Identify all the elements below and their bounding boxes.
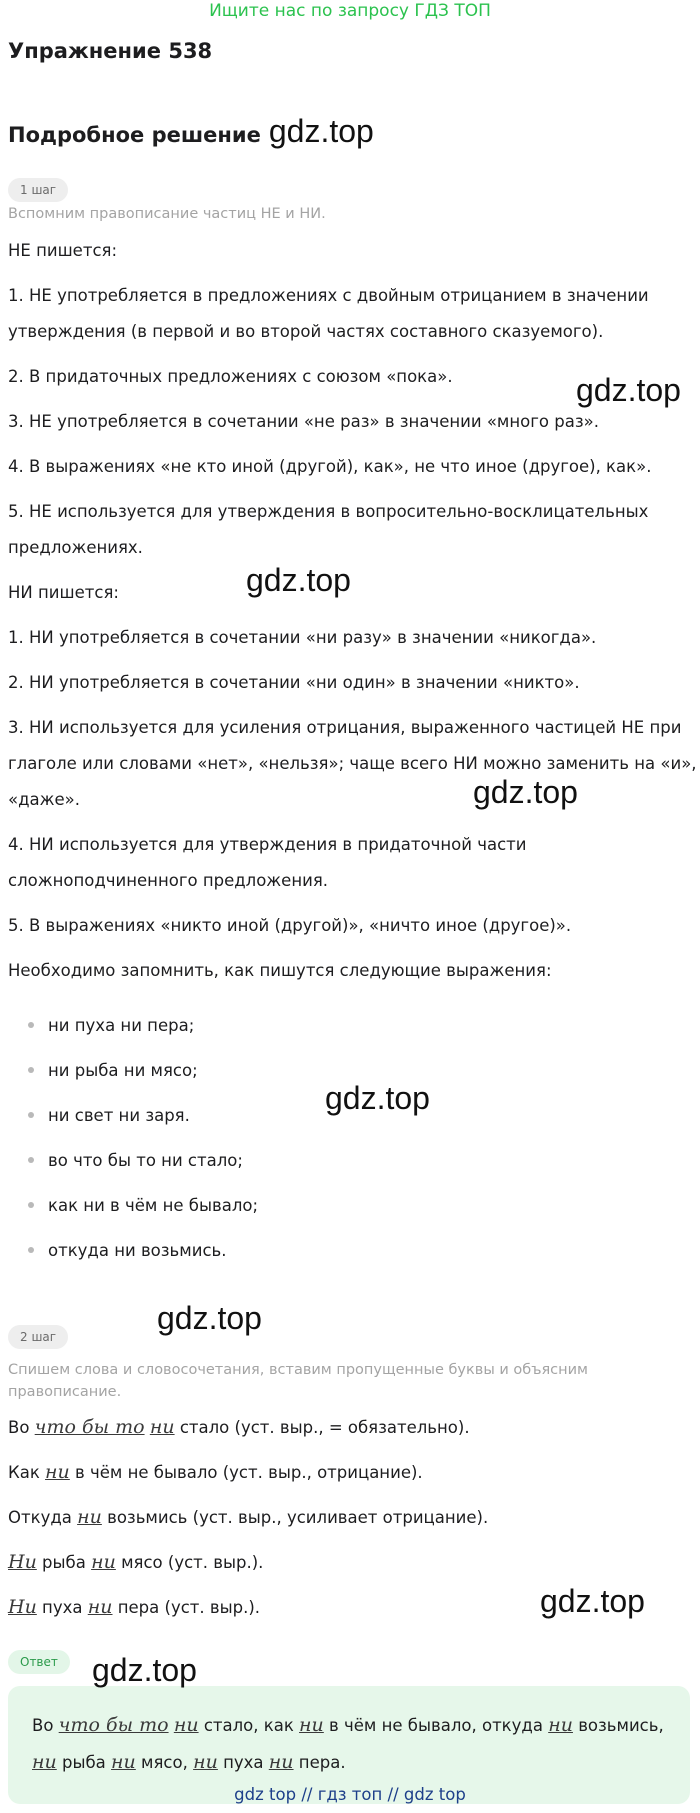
bullet-icon [28,1112,34,1118]
ni-rule-5: 5. В выражениях «никто иной (другой)», «ничто иное (другое)». [8,916,572,935]
watermark: gdz.top [325,1080,430,1116]
footer-link[interactable]: gdz top [403,1785,466,1804]
handwritten-word: ни [149,1416,175,1438]
answer-badge: Ответ [8,1650,70,1674]
footer-links [0,1783,700,1807]
handwritten-word: ни [32,1751,57,1773]
bullet-icon [28,1022,34,1028]
watermark: gdz.top [246,562,351,598]
list-item [28,1233,227,1269]
list-item [28,1143,243,1179]
handwritten-word: Ни [8,1551,37,1573]
step-2-line-5: Ни пуха ни пера (уст. выр.). [8,1596,261,1618]
ne-rule-4: 4. В выражениях «не кто иной (другой), как», не что иное (другое), как». [8,457,652,476]
step-2-note-line-2: правописание. [8,1384,122,1400]
ni-rule-3-line-3: «даже». [8,790,80,809]
handwritten-word: ни [548,1714,573,1736]
handwritten-word: ни [77,1506,102,1528]
handwritten-word: ни [87,1596,113,1618]
list-item-text: во что бы то ни стало; [48,1151,243,1170]
bullet-icon [28,1202,34,1208]
footer-separator: // [387,1785,399,1804]
watermark-inline: gdz.top [268,113,374,149]
ni-rule-2: 2. НИ употребляется в сочетании «ни один» в значении «никто». [8,673,580,692]
handwritten-word: что бы то [58,1714,169,1736]
list-item [28,1188,258,1224]
step-2-line-3: Откуда ни возьмись (уст. выр., усиливает отрицание). [8,1506,489,1528]
ne-rule-5-line-1: 5. НЕ используется для утверждения в вопросительно-восклицательных [8,502,649,521]
handwritten-word: ни [45,1461,70,1483]
ni-rule-3-line-1: 3. НИ используется для усиления отрицания, выраженного частицей НЕ при [8,718,682,737]
exercise-title: Упражнение 538 [8,39,213,63]
ne-rule-1-line-2: утверждения (в первой и во второй частях составного сказуемого). [8,322,604,341]
watermark: gdz.top [92,1652,197,1688]
bullet-icon [28,1157,34,1163]
list-item-text: ни свет ни заря. [48,1106,190,1125]
handwritten-word: ни [268,1751,294,1773]
handwritten-word: ни [173,1714,199,1736]
top-banner-link[interactable]: Ищите нас по запросу ГДЗ ТОП [209,1,491,21]
watermark: gdz.top [540,1583,645,1619]
list-item [28,1008,194,1044]
answer-text: Во что бы то ни стало, как ни в чём не бывало, откуда ни возьмись, ни рыба ни мясо, ни пуха ни пера. [32,1714,664,1773]
ni-rule-1: 1. НИ употребляется в сочетании «ни разу» в значении «никогда». [8,628,597,647]
ni-rule-4-line-1: 4. НИ используется для утверждения в придаточной части [8,835,527,854]
ne-heading: НЕ пишется: [8,241,118,260]
handwritten-word: что бы то [34,1416,145,1438]
bullet-icon [28,1067,34,1073]
list-item-text: ни пуха ни пера; [48,1016,195,1035]
list-item [28,1053,198,1089]
solution-heading [8,113,374,150]
footer-link[interactable]: гдз топ [317,1785,383,1804]
step-2-line-1: Во что бы то ни стало (уст. выр., = обязательно). [8,1416,470,1438]
handwritten-word: ни [91,1551,116,1573]
handwritten-word: ни [193,1751,218,1773]
footer-separator: // [301,1785,313,1804]
step-1-badge: 1 шаг [8,178,68,202]
ne-rule-1-line-1: 1. НЕ употребляется в предложениях с двойным отрицанием в значении [8,286,649,305]
watermark: gdz.top [576,372,681,408]
handwritten-word: ни [111,1751,136,1773]
watermark: gdz.top [157,1300,262,1336]
solution-heading-label: Подробное решение [8,123,261,147]
step-2-note-line-1: Спишем слова и словосочетания, вставим пропущенные буквы и объясним [8,1362,588,1378]
step-1-note: Вспомним правописание частиц НЕ и НИ. [8,206,326,222]
step-2-line-2: Как ни в чём не бывало (уст. выр., отрицание). [8,1461,423,1483]
ne-rule-5-line-2: предложениях. [8,538,143,557]
ni-rule-3-line-2: глаголе или словами «нет», «нельзя»; чаще всего НИ можно заменить на «и», [8,754,697,773]
step-2-line-4: Ни рыба ни мясо (уст. выр.). [8,1551,264,1573]
ni-rule-4-line-2: сложноподчиненного предложения. [8,871,329,890]
list-item [28,1098,190,1134]
footer-link[interactable]: gdz top [234,1785,297,1804]
ne-rule-3: 3. НЕ употребляется в сочетании «не раз» в значении «много раз». [8,412,599,431]
step-2-badge: 2 шаг [8,1325,68,1349]
watermark: gdz.top [473,774,578,810]
handwritten-word: ни [299,1714,324,1736]
bullet-icon [28,1247,34,1253]
handwritten-word: Ни [8,1596,37,1618]
list-item-text: как ни в чём не бывало; [48,1196,259,1215]
list-item-text: откуда ни возьмись. [48,1241,227,1260]
list-item-text: ни рыба ни мясо; [48,1061,198,1080]
ne-rule-2: 2. В придаточных предложениях с союзом «пока». [8,367,453,386]
remember-text: Необходимо запомнить, как пишутся следующие выражения: [8,961,552,980]
ni-heading: НИ пишется: [8,583,119,602]
